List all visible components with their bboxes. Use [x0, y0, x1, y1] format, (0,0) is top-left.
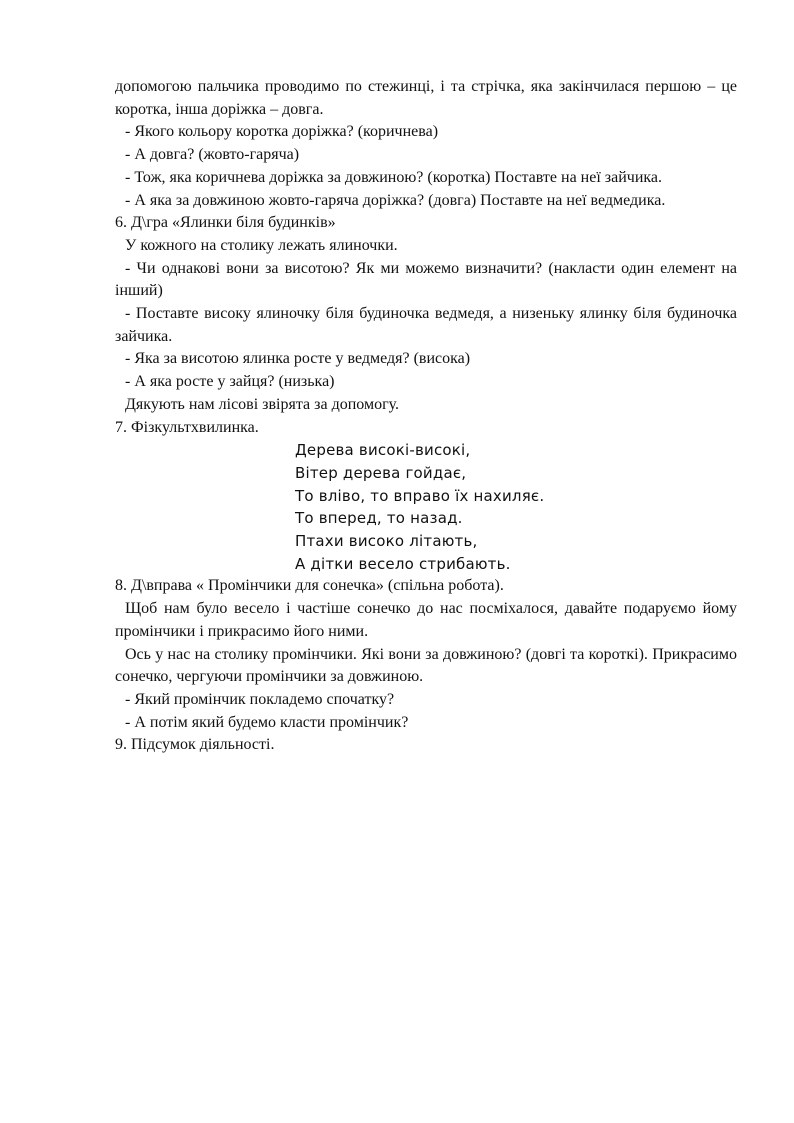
section-8-paragraph: Ось у нас на столику промінчики. Які вони за довжиною? (довгі та короткі). Прикрасимо сонечко, чергуючи промінчики за довжиною.: [115, 645, 737, 686]
section-8-heading: 8. Д\вправа « Промінчики для сонечка» (спільна робота).: [115, 577, 504, 595]
poem-line: То вперед, то назад.: [295, 509, 463, 528]
section-7-heading: 7. Фізкультхвилинка.: [115, 418, 259, 436]
poem-line: Вітер дерева гойдає,: [295, 463, 467, 482]
exercise-poem: [115, 439, 737, 575]
section-9-heading: 9. Підсумок діяльності.: [115, 736, 275, 754]
question-long-path-color: - А довга? (жовто-гаряча): [125, 146, 300, 164]
poem-line: Дерева високі-високі,: [295, 441, 471, 460]
document-body: [115, 76, 737, 757]
section-6-paragraph: - Поставте високу ялиночку біля будиночка ведмедя, а низеньку ялинку біля будиночка зайчика.: [115, 305, 737, 345]
section-6-paragraph: - Яка за висотою ялинка росте у ведмедя? (висока): [125, 350, 471, 368]
section-8-paragraph: Щоб нам було весело і частіше сонечко до нас посміхалося, давайте подаруємо йому промінчики і прикрасимо його ними.: [115, 600, 737, 640]
poem-line: А дітки весело стрибають.: [295, 554, 511, 573]
poem-line: Птахи високо літають,: [295, 532, 478, 551]
poem-line: То вліво, то вправо їх нахиляє.: [295, 486, 545, 505]
section-8-paragraph: - А потім який будемо класти промінчик?: [125, 713, 409, 731]
section-6-paragraph: - А яка росте у зайця? (низька): [125, 373, 335, 391]
question-brown-path-length: - Тож, яка коричнева доріжка за довжиною? (коротка) Поставте на неї зайчика.: [125, 168, 663, 186]
section-6-heading: 6. Д\гра «Ялинки біля будинків»: [115, 214, 336, 232]
section-6-paragraph: - Чи однакові вони за висотою? Як ми можемо визначити? (накласти один елемент на інший): [115, 259, 737, 300]
section-6-paragraph: Дякують нам лісові звірята за допомогу.: [125, 395, 400, 413]
section-8-paragraph: - Який промінчик покладемо спочатку?: [125, 690, 395, 708]
intro-paragraph: допомогою пальчика проводимо по стежинці, і та стрічка, яка закінчилася першою – це коротка, інша доріжка – довга.: [115, 78, 737, 118]
question-orange-path-length: - А яка за довжиною жовто-гаряча доріжка? (довга) Поставте на неї ведмедика.: [125, 191, 666, 209]
question-short-path-color: - Якого кольору коротка доріжка? (коричнева): [125, 123, 439, 141]
section-6-paragraph: У кожного на столику лежать ялиночки.: [125, 236, 398, 254]
